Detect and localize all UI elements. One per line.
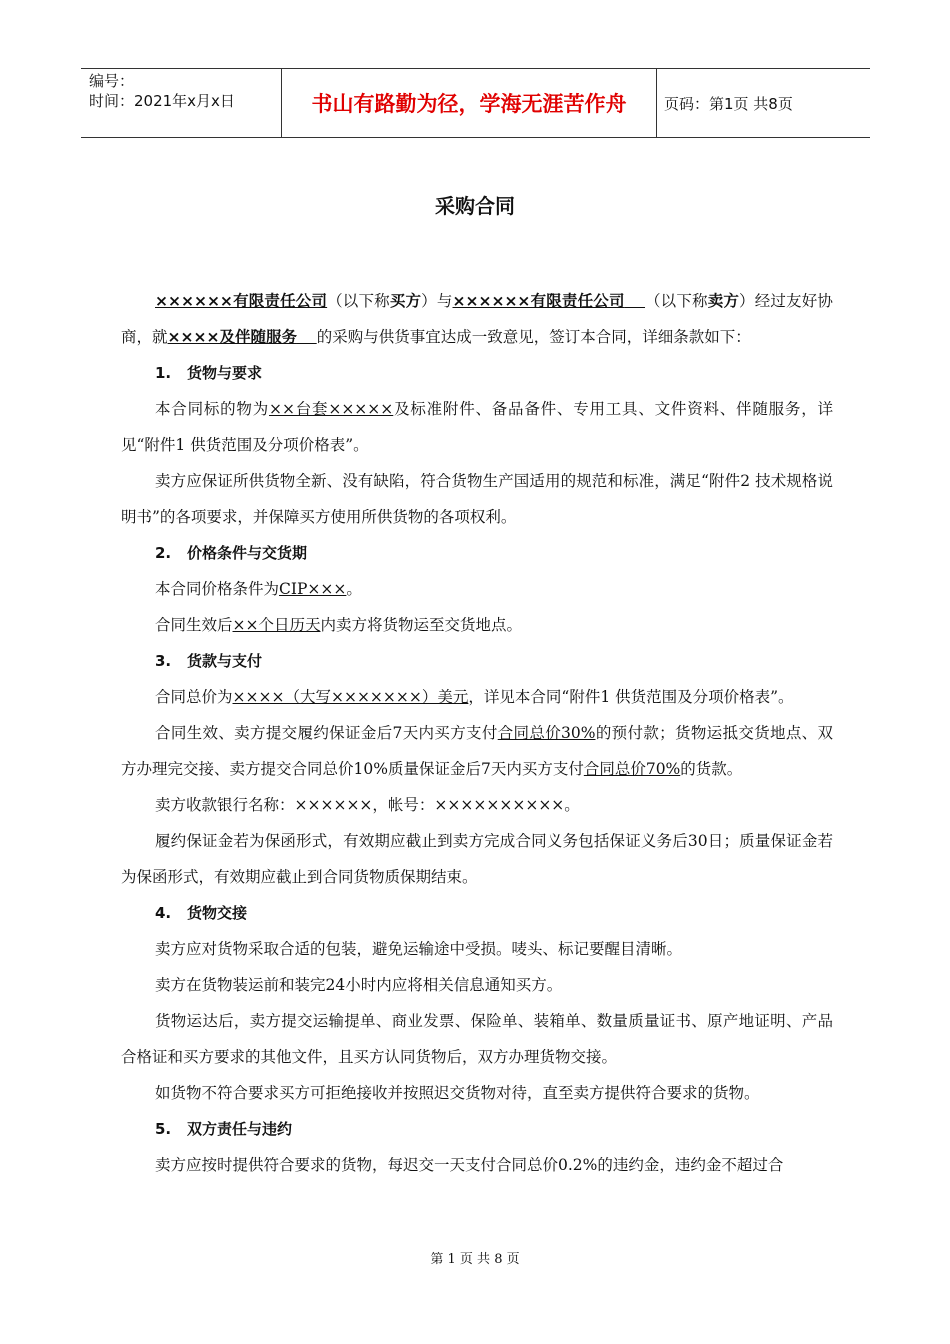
underlined-text: ××××（大写×××××××）美元 [232,688,469,706]
contract-body [121,283,833,1183]
section-heading [121,895,833,931]
intro-text: ）与 [421,292,453,310]
section-title: 货款与支付 [187,652,263,670]
paragraph: 卖方应对货物采取合适的包装，避免运输途中受损。唛头、标记要醒目清晰。 [155,940,683,958]
section-title: 货物交接 [187,904,248,922]
header-page-number: 页码：第1页 共8页 [664,95,793,113]
section-heading [121,535,833,571]
text: 本合同标的物为 [155,400,269,418]
intro-text: 的采购与供货事宜达成一致意见，签订本合同，详细条款如下： [316,328,751,346]
section-title: 价格条件与交货期 [187,544,308,562]
page-header [81,68,870,138]
paragraph: 卖方应按时提供符合要求的货物，每迟交一天支付合同总价0.2%的违约金，违约金不超过合 [155,1156,784,1174]
buyer-term: 买方 [389,292,422,310]
paragraph: 货物运达后，卖方提交运输提单、商业发票、保险单、装箱单、数量质量证书、原产地证明、产品合格证和买方要求的其他文件，且买方认同货物后，双方办理货物交接。 [121,1012,833,1066]
page-title: 采购合同 [435,194,515,218]
section-number: 5. [155,1120,172,1138]
text: 内卖方将货物运至交货地点。 [320,616,523,634]
text: 的预付款；货物运抵交货地点、双方办理完交接、卖方提交合同总价10%质量保证金后7天内买方支付 [121,724,833,778]
section-title: 双方责任与违约 [187,1120,293,1138]
paragraph [121,715,833,787]
document-number-label: 编号： [89,72,135,90]
intro-text: ）经过友好协商，就 [121,292,833,346]
paragraph [121,391,833,463]
text: 。 [346,580,362,598]
paragraph: 履约保证金若为保函形式，有效期应截止到卖方完成合同义务包括保证义务后30日；质量保证金若为保函形式，有效期应截止到合同货物质保期结束。 [121,832,833,886]
underlined-text: CIP××× [279,580,347,598]
intro-text: （以下称 [645,292,708,310]
underlined-text: 合同总价70% [583,760,681,778]
paragraph [121,607,833,643]
section-title: 货物与要求 [187,364,263,382]
underlined-text: ××个日历天 [232,616,321,634]
buyer-company: ××××××有限责任公司 [155,292,328,310]
page-footer: 第 1 页 共 8 页 [430,1252,520,1267]
text: 合同总价为 [155,688,233,706]
header-meta [81,69,281,137]
paragraph: 卖方应保证所供货物全新、没有缺陷，符合货物生产国适用的规范和标准，满足“附件2 技术规格说明书”的各项要求，并保障买方使用所供货物的各项权利。 [121,472,833,526]
text: ，详见本合同“附件1 供货范围及分项价格表”。 [468,688,794,706]
goods-name: ××××及伴随服务 [167,328,297,346]
text: 本合同价格条件为 [155,580,280,598]
blank-line [625,292,645,310]
blank-line [297,328,317,346]
section-number: 4. [155,904,172,922]
section-heading [121,643,833,679]
underlined-text: 合同总价30% [497,724,596,742]
paragraph [121,571,833,607]
document-date-label: 时间：2021年x月x日 [89,92,235,110]
paragraph: 如货物不符合要求买方可拒绝接收并按照迟交货物对待，直至卖方提供符合要求的货物。 [155,1084,760,1102]
text: 合同生效后 [155,616,233,634]
section-heading [121,355,833,391]
section-number: 3. [155,652,172,670]
section-heading [121,1111,833,1147]
paragraph: 卖方收款银行名称：××××××，帐号：××××××××××。 [155,796,580,814]
underlined-text: ××台套××××× [269,400,394,418]
paragraph [121,679,833,715]
paragraph: 卖方在货物装运前和装完24小时内应将相关信息通知买方。 [155,976,563,994]
seller-term: 卖方 [707,292,740,310]
section-number: 2. [155,544,172,562]
section-number: 1. [155,364,172,382]
text: 的货款。 [680,760,743,778]
intro-text: （以下称 [327,292,390,310]
text: 合同生效、卖方提交履约保证金后7天内买方支付 [155,724,498,742]
intro-paragraph [121,283,833,355]
text: 及标准附件、备品备件、专用工具、文件资料、伴随服务，详见“附件1 供货范围及分项价格表”。 [121,400,833,454]
header-motto: 书山有路勤为径，学海无涯苦作舟 [281,69,657,137]
seller-company: ××××××有限责任公司 [452,292,625,310]
